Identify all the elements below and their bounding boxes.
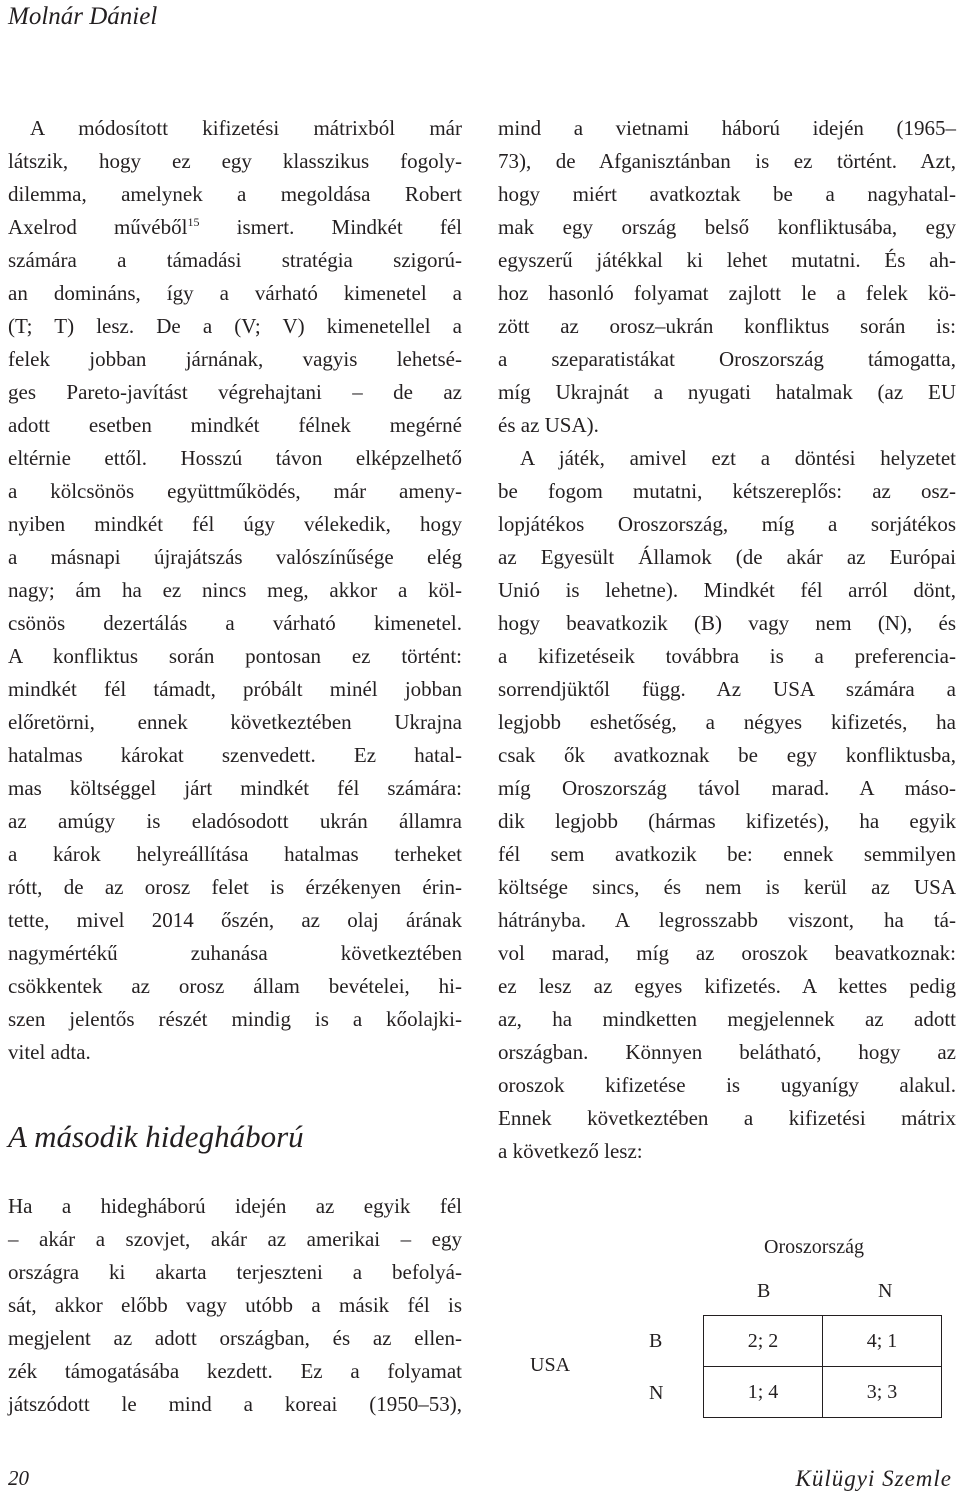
text-line: a kifizetéseik továbbra is a preferencia-: [498, 644, 956, 668]
payoff-cell: 4; 1: [823, 1316, 942, 1367]
payoff-matrix: [498, 1226, 958, 1426]
table-row: [704, 1367, 942, 1418]
left-column: [8, 112, 462, 1069]
payoff-cell: 3; 3: [823, 1367, 942, 1418]
payoff-cell: 2; 2: [704, 1316, 823, 1367]
journal-title: Külügyi Szemle: [795, 1466, 952, 1491]
page-number: 20: [8, 1466, 29, 1490]
text-line: vol marad, míg az oroszok beavatkoznak:: [498, 941, 956, 965]
text-line: látszik, hogy ez egy klasszikus fogoly-: [8, 149, 462, 173]
text-line: mind a vietnami háború idején (1965–: [498, 116, 956, 140]
text-line: számára a támadási stratégia szigorú-: [8, 248, 462, 272]
footnote-ref[interactable]: 15: [187, 215, 200, 229]
text-line: – akár a szovjet, akár az amerikai – egy: [8, 1227, 462, 1251]
section-body: [8, 1190, 462, 1421]
text-line: zék támogatásába kezdett. Ez a folyamat: [8, 1359, 462, 1383]
text-line: hogy miért avatkoztak be a nagyhatal-: [498, 182, 956, 206]
text-line: országra ki akarta terjeszteni a befolyá-: [8, 1260, 462, 1284]
text-line: 73), de Afganisztánban is ez történt. Azt,: [498, 149, 956, 173]
text-line: az, ha mindketten megjelennek az adott: [498, 1007, 956, 1031]
text-line: sát, akkor előbb vagy utóbb a másik fél is: [8, 1293, 462, 1317]
text-line: míg Ukrajnát a nyugati hatalmak (az EU: [498, 380, 956, 404]
text-line: nagymértékű zuhanása következtében: [8, 941, 462, 965]
col-label-b: B: [757, 1280, 771, 1302]
text-line: adott esetben mindkét félnek megérné: [8, 413, 462, 437]
text-line: dilemma, amelynek a megoldása Robert: [8, 182, 462, 206]
text-line: (T; T) lesz. De a (V; V) kimenetellel a: [8, 314, 462, 338]
text-line: míg Oroszország távol marad. A máso-: [498, 776, 956, 800]
text-line: lopjátékos Oroszország, míg a sorjátékos: [498, 512, 956, 536]
payoff-cell: 1; 4: [704, 1367, 823, 1418]
text-line: A játék, amivel ezt a döntési helyzetet: [520, 446, 956, 470]
text-line: hogy beavatkozik (B) vagy nem (N), és: [498, 611, 956, 635]
text-line: az amúgy is eladósodott ukrán államra: [8, 809, 462, 833]
text-line: a másnapi újrajátszás valószínűsége elég: [8, 545, 462, 569]
text-line: A konfliktus során pontosan ez történt:: [8, 644, 462, 668]
text-line: csak ők avatkoznak be egy konfliktusba,: [498, 743, 956, 767]
text-line: ez lesz az egyes kifizetés. A kettes pedig: [498, 974, 956, 998]
text-line: vitel adta.: [8, 1040, 91, 1064]
row-label-b: B: [649, 1330, 663, 1352]
text-line: dik legjobb (hármas kifizetés), ha egyik: [498, 809, 956, 833]
text-line: mak egy ország belső konfliktusába, egy: [498, 215, 956, 239]
text-line-footnote: [8, 211, 462, 244]
text-line: eltérnie ettől. Hosszú távon elképzelhető: [8, 446, 462, 470]
text-line: hátrányba. A legrosszabb viszont, ha tá-: [498, 908, 956, 932]
text-line: mas költséggel járt mindkét fél számára:: [8, 776, 462, 800]
row-label-n: N: [649, 1382, 664, 1404]
text-line: A módosított kifizetési mátrixból már: [30, 116, 462, 140]
text-line: az Egyesült Államok (de akár az Európai: [498, 545, 956, 569]
text-line: Unió is lehetne). Mindkét fél arról dönt,: [498, 578, 956, 602]
text-line: mindkét fél támadt, próbált minél jobban: [8, 677, 462, 701]
text-line: felek jobban járnának, vagyis lehetsé-: [8, 347, 462, 371]
text-line: szen jelentős részét mindig is a kőolajki-: [8, 1007, 462, 1031]
text-line: költsége sincs, és nem is kerül az USA: [498, 875, 956, 899]
text-line: fél sem avatkozik be: ennek semmilyen: [498, 842, 956, 866]
text-line: nyiben mindkét fél úgy vélekedik, hogy: [8, 512, 462, 536]
text-line: Ennek következtében a kifizetési mátrix: [498, 1106, 956, 1130]
text-line: zött az orosz–ukrán konfliktus során is:: [498, 314, 956, 338]
text-line: egyszerű játékkal ki lehet mutatni. És ah-: [498, 248, 956, 272]
text-line: csönös dezertálás a várható kimenetel.: [8, 611, 462, 635]
text-line: hoz hasonló folyamat zajlott le a felek kö-: [498, 281, 956, 305]
section-heading: A második hidegháború: [8, 1119, 304, 1154]
text-line: legjobb eshetőség, a négyes kifizetés, ha: [498, 710, 956, 734]
text-span: Axelrod művéből: [8, 215, 188, 239]
payoff-table: [703, 1315, 942, 1418]
text-line: előretörni, ennek következtében Ukrajna: [8, 710, 462, 734]
text-span: ismert. Mindkét fél: [199, 215, 462, 239]
text-line: nagy; ám ha ez nincs meg, akkor a köl-: [8, 578, 462, 602]
text-line: ges Pareto-javítást végrehajtani – de az: [8, 380, 462, 404]
text-line: tette, mivel 2014 őszén, az olaj árának: [8, 908, 462, 932]
text-line: országban. Könnyen belátható, hogy az: [498, 1040, 956, 1064]
text-line: játszódott le mind a koreai (1950–53),: [8, 1392, 462, 1416]
text-line: rótt, de az orosz felet is érzékenyen érin-: [8, 875, 462, 899]
text-line: a szeparatistákat Oroszország támogatta,: [498, 347, 956, 371]
table-row: [704, 1316, 942, 1367]
text-line: megjelent az adott országban, és az ellen-: [8, 1326, 462, 1350]
text-line: hatalmas károkat szenvedett. Ez hatal-: [8, 743, 462, 767]
right-column: [498, 112, 956, 1168]
row-player-label: USA: [530, 1354, 571, 1376]
text-line: a károk helyreállítása hatalmas terheket: [8, 842, 462, 866]
running-head-author: Molnár Dániel: [8, 3, 158, 30]
text-line: csökkentek az orosz állam bevételei, hi-: [8, 974, 462, 998]
text-line: és az USA).: [498, 413, 599, 437]
text-line: Ha a hidegháború idején az egyik fél: [8, 1194, 462, 1218]
text-line: be fogom mutatni, kétszereplős: az osz-: [498, 479, 956, 503]
text-line: sorrendjüktől függ. Az USA számára a: [498, 677, 956, 701]
text-line: a kölcsönös együttműködés, már ameny-: [8, 479, 462, 503]
text-line: oroszok kifizetése is ugyanígy alakul.: [498, 1073, 956, 1097]
col-label-n: N: [878, 1280, 893, 1302]
text-line: an domináns, így a várható kimenetel a: [8, 281, 462, 305]
text-line: a következő lesz:: [498, 1139, 643, 1163]
column-player-label: Oroszország: [764, 1236, 864, 1258]
